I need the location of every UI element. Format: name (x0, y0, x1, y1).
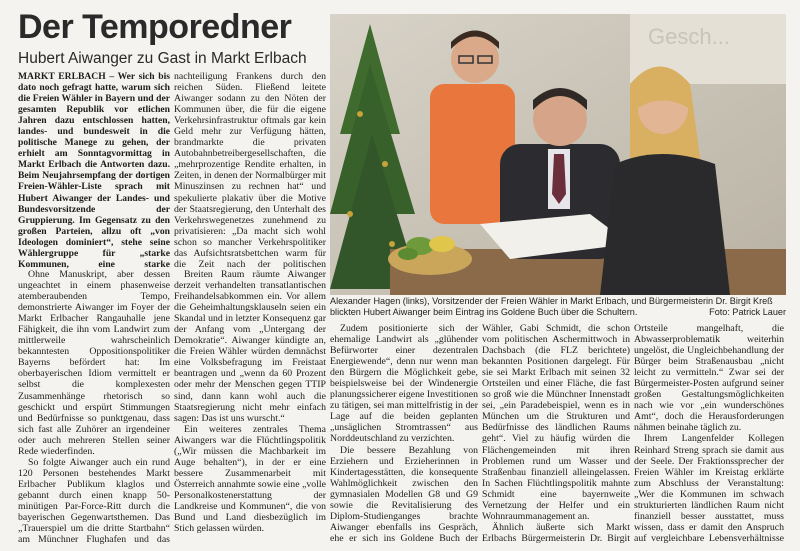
body-paragraph: Wähler, Gabi Schmidt, die schon vom politischen Aschermittwoch in Dachsbach (die FLZ berichtete) bekannten Positionen dargelegt. Für sie sei Markt Erlbach mit seinen 32 Ortsteilen und einer Fläche, die fast so groß wie die Münchner Innenstadt sei, „ein Paradebeispiel, wenn es in München um die Strukturen und Bedürfnisse des ländlichen Raums geht“. Viel zu häufig würden die Flächengemeinden mit ihren Problemen rund um Wasser und Straßenbau finanziell alleingelassen. In Sachen Flüchtlingspolitik mahnte Schmidt eine bayernweite Vernetzung der Helfer und ein Wohnraummanagement an. (482, 323, 630, 522)
photo-credit: Foto: Patrick Lauer (709, 306, 786, 317)
body-paragraph: So folgte Aiwanger auch ein rund 120 Personen bestehendes Markt Erlbacher Publikum klaglos und gebannt durch einen knapp 50-minütigen Par-Force-Ritt durch die bayerischen Gegenwartsthemen. Das „Trauerspiel um die dritte Startbahn“ am Münchner Flughafen und das (18, 456, 170, 545)
headline: Der Temporedner (18, 8, 292, 46)
body-paragraph: nachteiligung Frankens durch den reichen Süden. Fließend leitete Aiwanger sodann zu den Nöten der Kommunen über, die für die eigene Verkehrsinfrastruktur oftmals gar kein Geld mehr zur Verfügung hätten, brandmarkte die privaten Autobahnbetreibergesellschaften, die „mehrprozentige Rendite erhalten, in Zeiten, in denen der Normalbürger mit Minuszinsen zu rechnen hat“ und spekulierte plakativ über die Motive der Staatsregierung, den Unterhalt des Verkehrswegenetzes zunehmend zu privatisieren: „Da macht sich wohl schon so mancher Verkehrspolitiker das Aufsichtsratsbettchen warm für die Zeit nach der politischen (174, 71, 326, 269)
body-paragraph: Die bessere Bezahlung von Erziehern und Erzieherinnen in Kindertagesstätten, die konsequente Wahlmöglichkeit zwischen den gymnasialen Modellen G8 und G9 sowie die Revitalisierung des Diplom-Studienganges brachte Aiwanger ebenfalls ins Gespräch, ehe er sich ins Goldene Buch der (330, 444, 478, 544)
lead-column (18, 71, 170, 269)
lead-paragraph (18, 71, 170, 269)
column-5 (634, 323, 784, 545)
photo-caption (330, 296, 786, 317)
column-3 (330, 323, 478, 545)
body-paragraph: Breiten Raum räumte Aiwanger derzeit verhandelten transatlantischen Freihandelsabkommen ein. Vor allem die Geheimhaltungsklauseln seien ein Skandal und in letzter Konsequenz gar der Anfang vom „Untergang der Demokratie“. Aiwanger kündigte an, die Freien Wähler würden demnächst eine Volksbefragung im Freistaat beantragen und „wenn da 60 Prozent oder mehr der Menschen gegen TTIP sind, dann kann wohl auch die Staatsregierung nicht mehr einfach sagen: Das ist uns wurscht.“ (174, 269, 326, 424)
body-text: Ihrem Langenfelder Kollegen Reinhard Streng sprach sie damit aus der Seele. Der Fraktionssprecher der Freien Wähler im Kreistag erklärte zum Abschluss der Veranstaltung: „Wer die Kommunen im schwach strukturierten ländlichen Raum nicht finanziell besser ausstattet, muss wissen, dass er damit den Anspruch auf vergleichbare Lebensverhältnisse (634, 433, 784, 544)
column-1-bottom (18, 269, 170, 545)
article-photo (330, 14, 786, 295)
photo-illustration (330, 14, 786, 295)
subheadline: Hubert Aiwanger zu Gast in Markt Erlbach (18, 50, 307, 67)
caption-text: Alexander Hagen (links), Vorsitzender der Freien Wähler in Markt Erlbach, und Bürgermeisterin Dr. Birgit Kreß blickten Hubert Aiwanger beim Eintrag ins Goldene Buch über die Schultern. (330, 296, 773, 317)
column-2-top (174, 71, 326, 269)
body-paragraph: Ortsteile mangelhaft, die Abwasserproblematik weiterhin ungelöst, die Ungleichbehandlung der Bürger beim Straßenausbau „nicht leicht zu vermitteln.“ Zwar sei der Bürgermeister-Posten aufgrund seiner großen Gestaltungsmöglichkeiten nach wie vor „ein wunderschönes Amt“, doch die Herausforderungen nähmen beinahe täglich zu. (634, 323, 784, 434)
body-paragraph: Ein weiteres zentrales Thema Aiwangers war die Flüchtlingspolitik („Wir müssen die Machbarkeit im Auge behalten“), in der er eine bessere Zusammenarbeit mit Österreich annahmte sowie eine „volle Personalkostenerstattung der Landkreise und Kommunen“, die von Bund und Land diesbezüglich im Stich gelassen würden. (174, 423, 326, 535)
column-2-bottom (174, 269, 326, 545)
lead-text: – Wer sich bis dato noch gefragt hatte, warum sich die Freien Wähler in Bayern und der gesamten Republik vor etlichen Jahren dazu entschlossen hatten, landes- und bundesweit in die politische Manege zu gehen, der erhielt am Sonntagvormittag in Markt Erlbach die Antworten dazu. Beim Neujahrsempfang der dortigen Freien-Wähler-Liste sprach mit Hubert Aiwanger der Landes- und Bundesvorsitzende der Gruppierung. Im Gegensatz zu den großen Parteien, allzu oft „von Ideologen dominiert“, stehe seine Wählergruppe für „starke Kommunen, eine starke (18, 71, 170, 269)
body-paragraph: Ohne Manuskript, aber dessen ungeachtet in einem phasenweise atemberaubenden Tempo, demonstrierte Aiwanger im Foyer der Markt Erlbacher Rangauhalle jene Fähigkeit, die ihn vom Landwirt zum mittlerweile wahrscheinlich bekanntesten Oppositionspolitiker Bayerns befördert hat: Im oberbayerischen Idiom vermittelt er selbst die komplexesten Zusammenhänge rhetorisch so geschickt und erspürt Stimmungen und Bedürfnisse so punktgenau, dass sich fast alle Zuhörer an irgendeiner oder auch mehreren Stellen seiner Rede wiederfinden. (18, 269, 170, 457)
body-paragraph: Ähnlich äußerte sich Markt Erlbachs Bürgermeisterin Dr. Birgit (482, 521, 630, 544)
wall-lettering: Gesch... (648, 24, 730, 49)
body-paragraph (634, 433, 784, 545)
column-4 (482, 323, 630, 545)
dateline: MARKT ERLBACH (18, 71, 106, 82)
body-paragraph: Zudem positionierte sich der ehemalige Landwirt als „glühender Befürworter einer dezentralen Energiewende“, denn nur wenn man den Bürgern die Möglichkeit gebe, beispielsweise bei der Windenergie planungssicherer eigene Investitionen zu tätigen, sei man mittelfristig in der Lage auf die beiden geplanten „unsäglichen Stromtrassen“ aus Norddeutschland zu verzichten. (330, 323, 478, 445)
